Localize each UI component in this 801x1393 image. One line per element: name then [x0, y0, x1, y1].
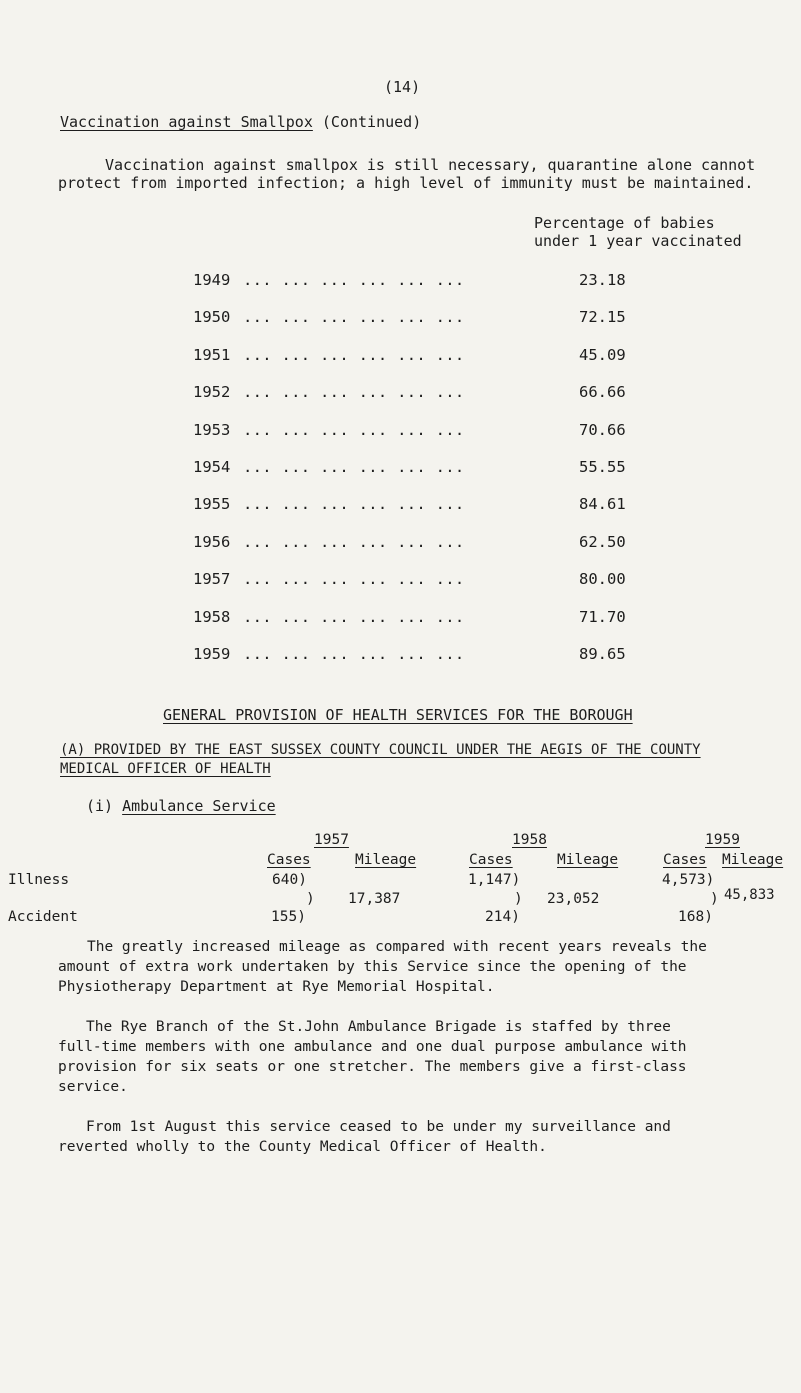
cases-header-1958: Cases: [469, 852, 513, 868]
section-heading-suffix: (Continued): [321, 113, 422, 131]
subsection-i: [86, 797, 276, 815]
row-year: 1949: [193, 271, 231, 289]
subsection-i-title: Ambulance Service: [122, 797, 276, 815]
page-number: (14): [384, 78, 421, 96]
row-value: 55.55: [579, 458, 626, 476]
paragraph-1-line-1: The greatly increased mileage as compared with recent years reveals the: [87, 939, 707, 955]
row-value: 23.18: [579, 271, 626, 289]
mileage-header-1957: Mileage: [355, 852, 417, 868]
row-leader: ... ... ... ... ... ...: [243, 346, 465, 364]
mileage-1958: 23,052: [547, 891, 600, 907]
subsection-i-number: (i): [86, 797, 114, 815]
row-value: 71.70: [579, 608, 626, 626]
row-value: 72.15: [579, 308, 626, 326]
illness-cases-1959: 4,573): [662, 872, 715, 888]
column-header-line-1: Percentage of babies: [534, 214, 715, 232]
mileage-header-1958: Mileage: [557, 852, 619, 868]
section-heading: [60, 113, 421, 131]
row-leader: ... ... ... ... ... ...: [243, 645, 465, 663]
row-leader: ... ... ... ... ... ...: [243, 495, 465, 513]
row-year: 1952: [193, 383, 231, 401]
row-leader: ... ... ... ... ... ...: [243, 533, 465, 551]
bracket-1957: ): [306, 891, 315, 907]
row-value: 89.65: [579, 645, 626, 663]
paragraph-2-line-1: The Rye Branch of the St.John Ambulance Brigade is staffed by three: [86, 1019, 671, 1035]
bracket-1958: ): [514, 891, 523, 907]
row-leader: ... ... ... ... ... ...: [243, 608, 465, 626]
paragraph-3-line-1: From 1st August this service ceased to be under my surveillance and: [86, 1119, 671, 1135]
mileage-1957: 17,387: [348, 891, 401, 907]
row-leader: ... ... ... ... ... ...: [243, 421, 465, 439]
accident-cases-1958: 214): [485, 909, 520, 925]
row-label-illness: Illness: [8, 872, 70, 888]
intro-line-1: Vaccination against smallpox is still necessary, quarantine alone cannot: [105, 156, 756, 174]
row-value: 66.66: [579, 383, 626, 401]
row-year: 1958: [193, 608, 231, 626]
row-leader: ... ... ... ... ... ...: [243, 271, 465, 289]
row-year: 1955: [193, 495, 231, 513]
row-leader: ... ... ... ... ... ...: [243, 570, 465, 588]
row-year: 1951: [193, 346, 231, 364]
row-value: 45.09: [579, 346, 626, 364]
row-value: 70.66: [579, 421, 626, 439]
cases-header-1959: Cases: [663, 852, 707, 868]
row-value: 80.00: [579, 570, 626, 588]
row-leader: ... ... ... ... ... ...: [243, 383, 465, 401]
cases-header-1957: Cases: [267, 852, 311, 868]
accident-cases-1957: 155): [271, 909, 306, 925]
mileage-header-1959: Mileage: [722, 852, 784, 868]
bracket-1959: ): [710, 891, 719, 907]
section-a-line-2: MEDICAL OFFICER OF HEALTH: [60, 761, 271, 777]
row-year: 1959: [193, 645, 231, 663]
general-provision-heading: GENERAL PROVISION OF HEALTH SERVICES FOR THE BOROUGH: [163, 706, 633, 724]
column-header-line-2: under 1 year vaccinated: [534, 232, 742, 250]
row-leader: ... ... ... ... ... ...: [243, 458, 465, 476]
section-heading-title: Vaccination against Smallpox: [60, 113, 313, 131]
row-value: 62.50: [579, 533, 626, 551]
year-header-1958: 1958: [512, 832, 547, 848]
row-year: 1956: [193, 533, 231, 551]
row-year: 1950: [193, 308, 231, 326]
paragraph-3-line-2: reverted wholly to the County Medical Officer of Health.: [58, 1139, 547, 1155]
illness-cases-1957: 640): [272, 872, 307, 888]
paragraph-1-line-3: Physiotherapy Department at Rye Memorial Hospital.: [58, 979, 495, 995]
illness-cases-1958: 1,147): [468, 872, 521, 888]
intro-line-2: protect from imported infection; a high level of immunity must be maintained.: [58, 174, 754, 192]
paragraph-1-line-2: amount of extra work undertaken by this Service since the opening of the: [58, 959, 687, 975]
row-leader: ... ... ... ... ... ...: [243, 308, 465, 326]
section-a-line-1: (A) PROVIDED BY THE EAST SUSSEX COUNTY COUNCIL UNDER THE AEGIS OF THE COUNTY: [60, 742, 701, 758]
row-year: 1957: [193, 570, 231, 588]
accident-cases-1959: 168): [678, 909, 713, 925]
year-header-1957: 1957: [314, 832, 349, 848]
row-label-accident: Accident: [8, 909, 78, 925]
row-year: 1953: [193, 421, 231, 439]
row-value: 84.61: [579, 495, 626, 513]
paragraph-2-line-4: service.: [58, 1079, 128, 1095]
row-year: 1954: [193, 458, 231, 476]
paragraph-2-line-3: provision for six seats or one stretcher. The members give a first-class: [58, 1059, 687, 1075]
paragraph-2-line-2: full-time members with one ambulance and one dual purpose ambulance with: [58, 1039, 687, 1055]
year-header-1959: 1959: [705, 832, 740, 848]
mileage-1959: 45,833: [724, 887, 775, 903]
